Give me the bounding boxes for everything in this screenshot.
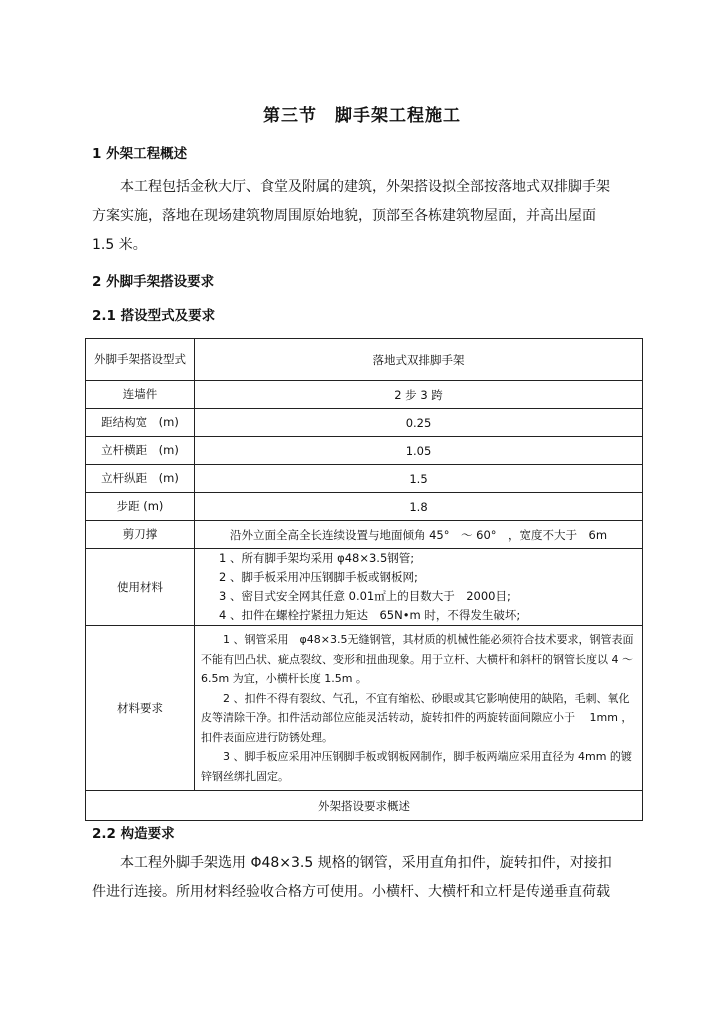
- list-item: 3 、密目式安全网其任意 0.01㎡上的目数大于 2000目;: [219, 589, 511, 603]
- row-value: 沿外立面全高全长连续设置与地面倾角 45° ～ 60° ，宽度不大于 6m: [195, 521, 643, 549]
- table-row: [86, 437, 643, 465]
- table-row-materials: [86, 549, 643, 626]
- section-heading-1: 1 外架工程概述: [92, 146, 188, 162]
- paragraph-line: 1.5 米。: [92, 237, 147, 253]
- construction-paragraph: [92, 849, 640, 907]
- section-heading-2-2: 2.2 构造要求: [92, 826, 175, 842]
- paragraph-line: 本工程包括金秋大厅、食堂及附属的建筑，外架搭设拟全部按落地式双排脚手架: [120, 179, 610, 195]
- table-row: [86, 465, 643, 493]
- row-value: 0.25: [195, 409, 643, 437]
- table-row: [86, 521, 643, 549]
- row-label: 材料要求: [86, 626, 195, 791]
- row-label: 连墙件: [86, 381, 195, 409]
- list-item: 3 、脚手板应采用冲压钢脚手板或钢板网制作，脚手板两端应采用直径为 4mm 的镀锌钢丝绑扎固定。: [201, 750, 632, 783]
- row-label: 步距 (m): [86, 493, 195, 521]
- row-label: 距结构宽 (m): [86, 409, 195, 437]
- row-value: 2 步 3 跨: [195, 381, 643, 409]
- row-value: 1.8: [195, 493, 643, 521]
- list-item: 2 、脚手板采用冲压钢脚手板或钢板网;: [219, 570, 418, 584]
- table-row: [86, 493, 643, 521]
- overview-paragraph: [92, 173, 640, 260]
- table-row: [86, 409, 643, 437]
- table-footer: 外架搭设要求概述: [86, 791, 643, 821]
- paragraph-line: 本工程外脚手架选用 Φ48×3.5 规格的钢管，采用直角扣件，旋转扣件，对接扣: [120, 855, 612, 871]
- row-value: 1.5: [195, 465, 643, 493]
- row-label: 使用材料: [86, 549, 195, 626]
- list-item: 1 、所有脚手架均采用 φ48×3.5钢管;: [219, 551, 415, 565]
- materials-list: [195, 549, 643, 626]
- section-heading-2-1: 2.1 搭设型式及要求: [92, 308, 216, 324]
- page-title: 第三节 脚手架工程施工: [263, 106, 461, 126]
- row-label: 立杆纵距 (m): [86, 465, 195, 493]
- row-label: 剪刀撑: [86, 521, 195, 549]
- scaffold-spec-table: [85, 338, 643, 821]
- row-value: 落地式双排脚手架: [195, 339, 643, 381]
- section-heading-2: 2 外脚手架搭设要求: [92, 274, 215, 290]
- paragraph-line: 方案实施，落地在现场建筑物周围原始地貌，顶部至各栋建筑物屋面，并高出屋面: [92, 208, 596, 224]
- requirements-text: [195, 626, 643, 791]
- table-row-requirements: [86, 626, 643, 791]
- table-row: [86, 339, 643, 381]
- row-label: 立杆横距 (m): [86, 437, 195, 465]
- paragraph-line: 件进行连接。所用材料经验收合格方可使用。小横杆、大横杆和立杆是传递垂直荷载: [92, 884, 610, 900]
- list-item: 2 、扣件不得有裂纹、气孔，不宜有缩松、砂眼或其它影响使用的缺陷，毛刺、氧化皮等清除干净。扣件活动部位应能灵活转动，旋转扣件的两旋转面间隙应小于 1mm ，扣件表面应进行防锈处理。: [201, 691, 633, 744]
- table-row: [86, 381, 643, 409]
- list-item: 1 、钢管采用 φ48×3.5无缝钢管，其材质的机械性能必须符合技术要求，钢管表面不能有凹凸状、疵点裂纹、变形和扭曲现象。用于立杆、大横杆和斜杆的钢管长度以 4 ～ 6.5m 为宜，小横杆长度 1.5m 。: [201, 633, 634, 685]
- table-footer-row: [86, 791, 643, 821]
- list-item: 4 、扣件在螺栓拧紧扭力矩达 65N•m 时，不得发生破坏;: [219, 608, 521, 622]
- row-value: 1.05: [195, 437, 643, 465]
- row-label: 外脚手架搭设型式: [86, 339, 195, 381]
